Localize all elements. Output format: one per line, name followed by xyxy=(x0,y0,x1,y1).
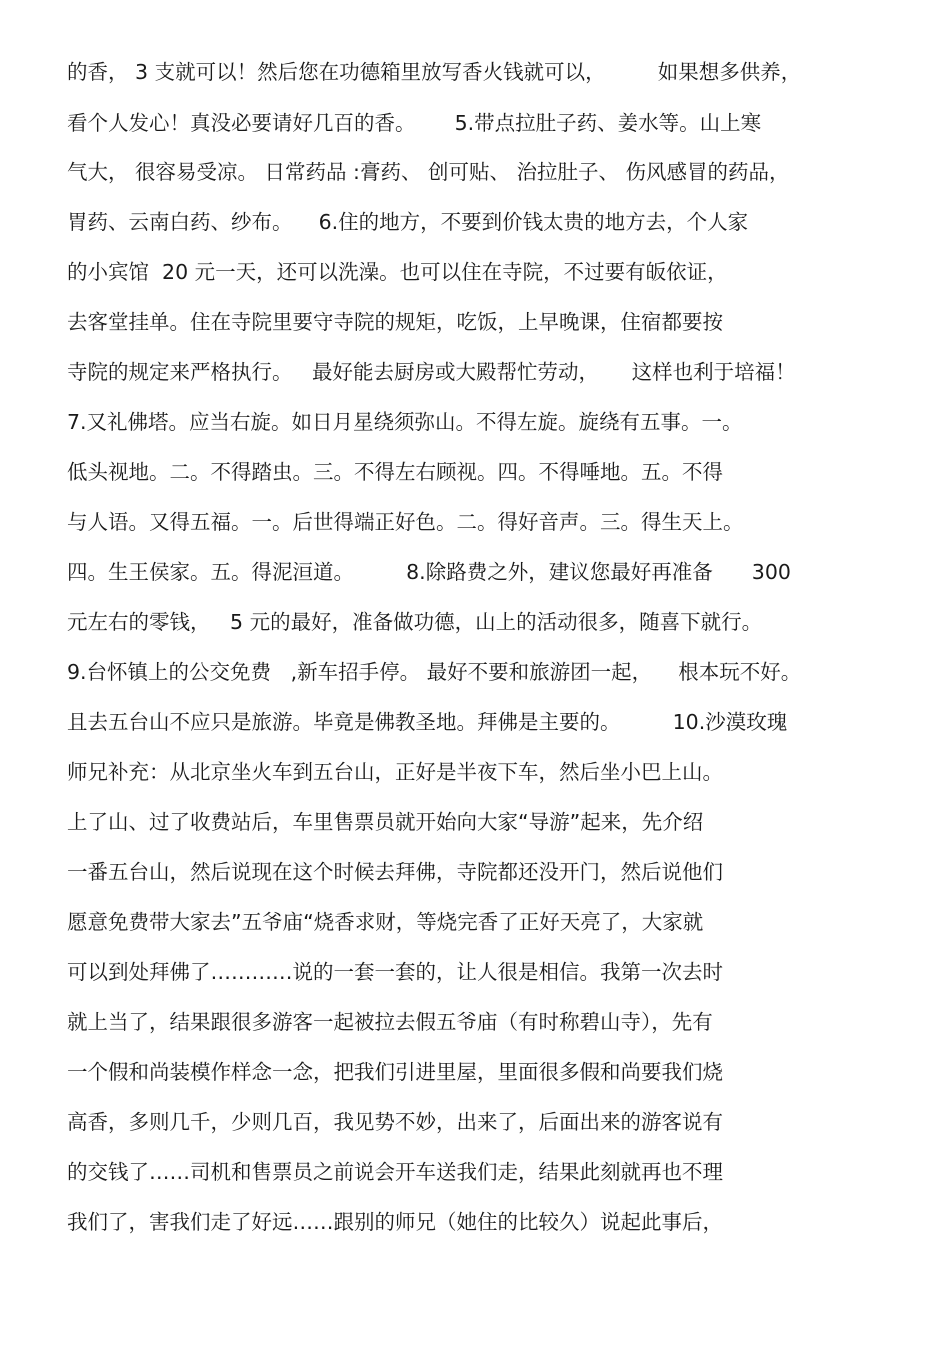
text-line: 就上当了，结果跟很多游客一起被拉去假五爷庙（有时称碧山寺），先有 xyxy=(67,1010,713,1034)
text-line: 一个假和尚装模作样念一念，把我们引进里屋，里面很多假和尚要我们烧 xyxy=(67,1060,723,1084)
text-line: 师兄补充：从北京坐火车到五台山，正好是半夜下车，然后坐小巴上山。 xyxy=(67,760,723,784)
text-line: 7.又礼佛塔。应当右旋。如日月星绕须弥山。不得左旋。旋绕有五事。一。 xyxy=(67,410,743,434)
text-line: 9.台怀镇上的公交免费 ,新车招手停。 最好不要和旅游团一起， 根本玩不好。 xyxy=(67,660,802,684)
text-line: 愿意免费带大家去”五爷庙“烧香求财，等烧完香了正好天亮了，大家就 xyxy=(67,910,704,934)
text-line: 寺院的规定来严格执行。 最好能去厨房或大殿帮忙劳动， 这样也利于培福！ xyxy=(67,360,796,384)
text-line: 低头视地。二。不得踏虫。三。不得左右顾视。四。不得唾地。五。不得 xyxy=(67,460,723,484)
text-line: 高香，多则几千，少则几百，我见势不妙，出来了，后面出来的游客说有 xyxy=(67,1110,723,1134)
text-line: 胃药、云南白药、纱布。 6.住的地方，不要到价钱太贵的地方去，个人家 xyxy=(67,210,749,234)
text-line: 看个人发心！真没必要请好几百的香。 5.带点拉肚子药、姜水等。山上寒 xyxy=(67,111,762,135)
text-line: 且去五台山不应只是旅游。毕竟是佛教圣地。拜佛是主要的。 10.沙漠玫瑰 xyxy=(67,710,788,734)
text-line: 可以到处拜佛了…………说的一套一套的，让人很是相信。我第一次去时 xyxy=(67,960,723,984)
text-line: 的交钱了……司机和售票员之前说会开车送我们走，结果此刻就再也不理 xyxy=(67,1160,723,1184)
text-line: 元左右的零钱， 5 元的最好，准备做功德，山上的活动很多，随喜下就行。 xyxy=(67,610,763,634)
text-line: 的小宾馆 20 元一天，还可以洗澡。也可以住在寺院，不过要有皈依证， xyxy=(67,260,728,284)
text-line: 去客堂挂单。住在寺院里要守寺院的规矩，吃饭，上早晚课，住宿都要按 xyxy=(67,310,723,334)
text-line: 气大， 很容易受凉。 日常药品 :膏药、 创可贴、 治拉肚子、 伤风感冒的药品， xyxy=(67,160,790,184)
text-line: 的香， 3 支就可以！然后您在功德箱里放写香火钱就可以， 如果想多供养， xyxy=(67,60,802,84)
text-line: 四。生王侯家。五。得泥洹道。 8.除路费之外，建议您最好再准备 300 xyxy=(67,560,791,584)
text-line: 我们了，害我们走了好远……跟别的师兄（她住的比较久）说起此事后， xyxy=(67,1210,723,1234)
text-line: 与人语。又得五福。一。后世得端正好色。二。得好音声。三。得生天上。 xyxy=(67,510,744,534)
text-line: 上了山、过了收费站后，车里售票员就开始向大家“导游”起来，先介绍 xyxy=(67,810,704,834)
text-line: 一番五台山，然后说现在这个时候去拜佛，寺院都还没开门，然后说他们 xyxy=(67,860,723,884)
